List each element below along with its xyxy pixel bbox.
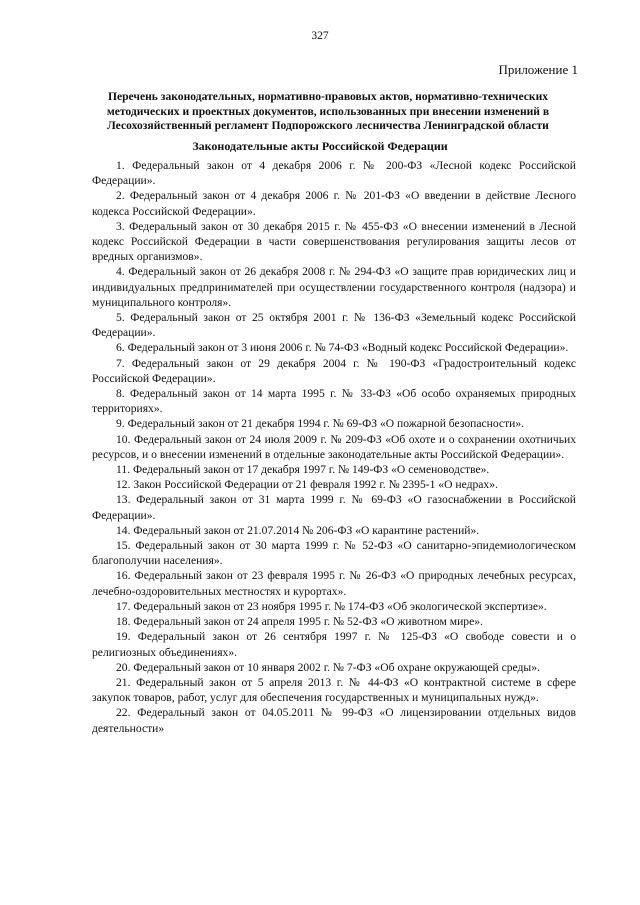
list-item: 14. Федеральный закон от 21.07.2014 № 206-ФЗ «О карантине растений». — [116, 523, 480, 537]
document-title — [78, 90, 578, 134]
legal-acts-list — [92, 158, 576, 736]
list-item: 10. Федеральный закон от 24 июля 2009 г. № 209-ФЗ «Об охоте и о сохранении охотничьих ресурсов, и о внесении изменений в отдельные законодательные акты Российской Федерации». — [92, 432, 576, 461]
list-item: 1. Федеральный закон от 4 декабря 2006 г. № 200-ФЗ «Лесной кодекс Российской Федерации». — [92, 159, 576, 188]
list-item: 2. Федеральный закон от 4 декабря 2006 г. № 201-ФЗ «О введении в действие Лесного кодекса Российской Федерации». — [92, 189, 576, 218]
list-item: 21. Федеральный закон от 5 апреля 2013 г. № 44-ФЗ «О контрактной системе в сфере закупок товаров, работ, услуг для обеспечения государственных и муниципальных нужд». — [92, 675, 576, 705]
list-item: 19. Федеральный закон от 26 сентября 1997 г. № 125-ФЗ «О свободе совести и о религиозных объединениях». — [92, 630, 576, 659]
list-item: 4. Федеральный закон от 26 декабря 2008 г. № 294-ФЗ «О защите прав юридических лиц и индивидуальных предпринимателей при осуществлении государственного контроля (надзора) и муниципального контроля». — [92, 265, 576, 309]
list-item: 17. Федеральный закон от 23 ноября 1995 г. № 174-ФЗ «Об экологической экспертизе». — [116, 599, 547, 613]
list-item: 22. Федеральный закон от 04.05.2011 № 99-ФЗ «О лицензировании отдельных видов деятельности» — [92, 706, 576, 735]
page-number: 327 — [311, 30, 329, 42]
title-line: методических и проектных документов, использованных при внесении изменений в — [106, 104, 550, 118]
list-item: 12. Закон Российской Федерации от 21 февраля 1992 г. № 2395-1 «О недрах». — [116, 478, 498, 492]
list-item: 7. Федеральный закон от 29 декабря 2004 г. № 190-ФЗ «Градостроительный кодекс Российской Федерации». — [92, 356, 576, 385]
list-item: 9. Федеральный закон от 21 декабря 1994 г. № 69-ФЗ «О пожарной безопасности». — [116, 417, 525, 431]
section-heading: Законодательные акты Российской Федерации — [192, 139, 448, 153]
list-item: 13. Федеральный закон от 31 марта 1999 г. № 69-ФЗ «О газоснабжении в Российской Федерации». — [92, 493, 576, 522]
title-line: Лесохозяйственный регламент Подпорожского лесничества Ленинградской области — [107, 119, 549, 132]
list-item: 15. Федеральный закон от 30 марта 1999 г. № 52-ФЗ «О санитарно-эпидемиологическом благополучии населения». — [92, 539, 576, 568]
appendix-label: Приложение 1 — [498, 62, 578, 77]
list-item: 6. Федеральный закон от 3 июня 2006 г. № 74-ФЗ «Водный кодекс Российской Федерации». — [116, 341, 569, 355]
list-item: 20. Федеральный закон от 10 января 2002 г. № 7-ФЗ «Об охране окружающей среды». — [116, 660, 540, 674]
title-line: Перечень законодательных, нормативно-правовых актов, нормативно-технических — [107, 90, 549, 103]
list-item: 11. Федеральный закон от 17 декабря 1997 г. № 149-ФЗ «О семеноводстве». — [116, 463, 490, 477]
list-item: 5. Федеральный закон от 25 октября 2001 г. № 136-ФЗ «Земельный кодекс Российской Федерации». — [92, 311, 576, 340]
list-item: 3. Федеральный закон от 30 декабря 2015 г. № 455-ФЗ «О внесении изменений в Лесной кодекс Российской Федерации в части совершенствования регулирования защиты лесов от вредных организмов». — [92, 219, 576, 264]
list-item: 8. Федеральный закон от 14 марта 1995 г. № 33-ФЗ «Об особо охраняемых природных территориях». — [92, 387, 576, 416]
list-item: 16. Федеральный закон от 23 февраля 1995 г. № 26-ФЗ «О природных лечебных ресурсах, лечебно-оздоровительных местностях и курортах». — [92, 569, 576, 598]
list-item: 18. Федеральный закон от 24 апреля 1995 г. № 52-ФЗ «О животном мире». — [116, 615, 483, 629]
